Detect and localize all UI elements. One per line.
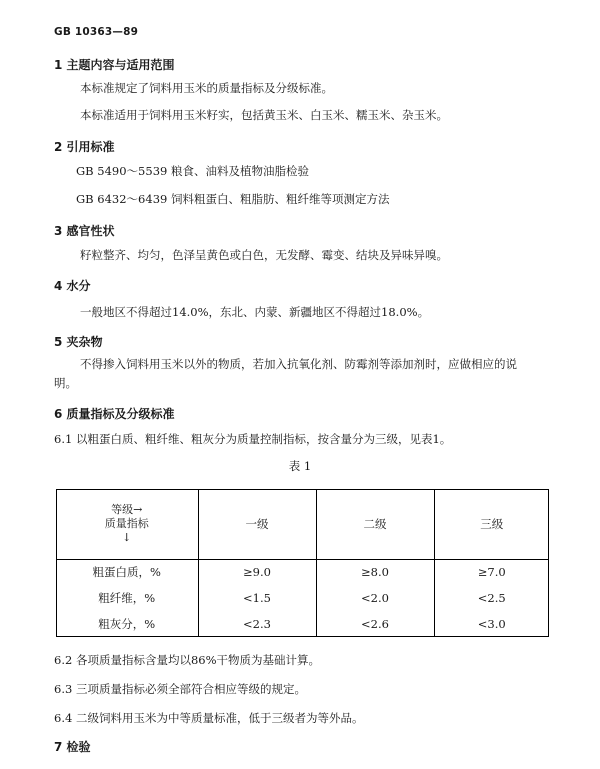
- quality-grade-table: [56, 489, 549, 637]
- down-arrow-icon: ↓: [122, 530, 132, 544]
- section-3-heading: 3 感官性状: [54, 224, 115, 238]
- section-4-paragraph: 一般地区不得超过14.0%，东北、内蒙、新疆地区不得超过18.0%。: [80, 305, 430, 319]
- section-2-heading: 2 引用标准: [54, 140, 115, 154]
- grade-1-header: 一级: [198, 489, 316, 559]
- table-caption: 表 1: [288, 459, 312, 473]
- reference-standard-2: GB 6432～6439 饲料粗蛋白、粗脂肪、粗纤维等项测定方法: [76, 192, 390, 206]
- table-cell: <1.5: [198, 585, 316, 611]
- clause-6-4: 6.4 二级饲料用玉米为中等质量标准，低于三级者为等外品。: [54, 711, 364, 725]
- table-cell: ≥8.0: [316, 559, 434, 585]
- table-row: [56, 559, 549, 585]
- table-row: [56, 611, 549, 637]
- table-corner-cell: [56, 489, 198, 559]
- table-cell: <2.6: [316, 611, 434, 637]
- table-header-row: [56, 489, 549, 559]
- table-row: [56, 585, 549, 611]
- standard-code: GB 10363—89: [54, 26, 139, 38]
- section-3-paragraph: 籽粒整齐、均匀，色泽呈黄色或白色，无发酵、霉变、结块及异味异嗅。: [80, 248, 448, 262]
- table-cell: ≥7.0: [477, 565, 506, 580]
- section-7-heading: 7 检验: [54, 740, 91, 754]
- table-cell: <2.3: [198, 611, 316, 637]
- grade-direction-label: 等级→: [111, 502, 143, 516]
- clause-6-2: 6.2 各项质量指标含量均以86%干物质为基础计算。: [54, 653, 321, 667]
- section-1-paragraph-2: 本标准适用于饲料用玉米籽实，包括黄玉米、白玉米、糯玉米、杂玉米。: [80, 108, 448, 122]
- row-label: 粗蛋白质，%: [56, 559, 198, 585]
- table-cell: ≥9.0: [198, 559, 316, 585]
- table-cell: <3.0: [477, 617, 506, 631]
- section-1-heading: 1 主题内容与适用范围: [54, 58, 175, 72]
- table-cell: <2.5: [477, 591, 506, 605]
- clause-6-1: 6.1 以粗蛋白质、粗纤维、粗灰分为质量控制指标，按含量分为三级，见表1。: [54, 432, 452, 446]
- grade-3-header: 三级: [434, 489, 549, 559]
- section-5-heading: 5 夹杂物: [54, 335, 103, 349]
- section-1-paragraph-1: 本标准规定了饲料用玉米的质量指标及分级标准。: [80, 81, 333, 95]
- reference-standard-1: GB 5490～5539 粮食、油料及植物油脂检验: [76, 164, 309, 178]
- section-4-heading: 4 水分: [54, 279, 91, 293]
- row-label: 粗纤维，%: [56, 585, 198, 611]
- section-6-heading: 6 质量指标及分级标准: [54, 407, 175, 421]
- table-cell: <2.0: [316, 585, 434, 611]
- clause-6-3: 6.3 三项质量指标必须全部符合相应等级的规定。: [54, 682, 306, 696]
- grade-2-header: 二级: [316, 489, 434, 559]
- indicator-label: 质量指标: [104, 516, 149, 530]
- section-5-paragraph: 不得掺入饲料用玉米以外的物质，若加入抗氧化剂、防霉剂等添加剂时，应做相应的说明。: [54, 357, 517, 390]
- row-label: 粗灰分，%: [56, 611, 198, 637]
